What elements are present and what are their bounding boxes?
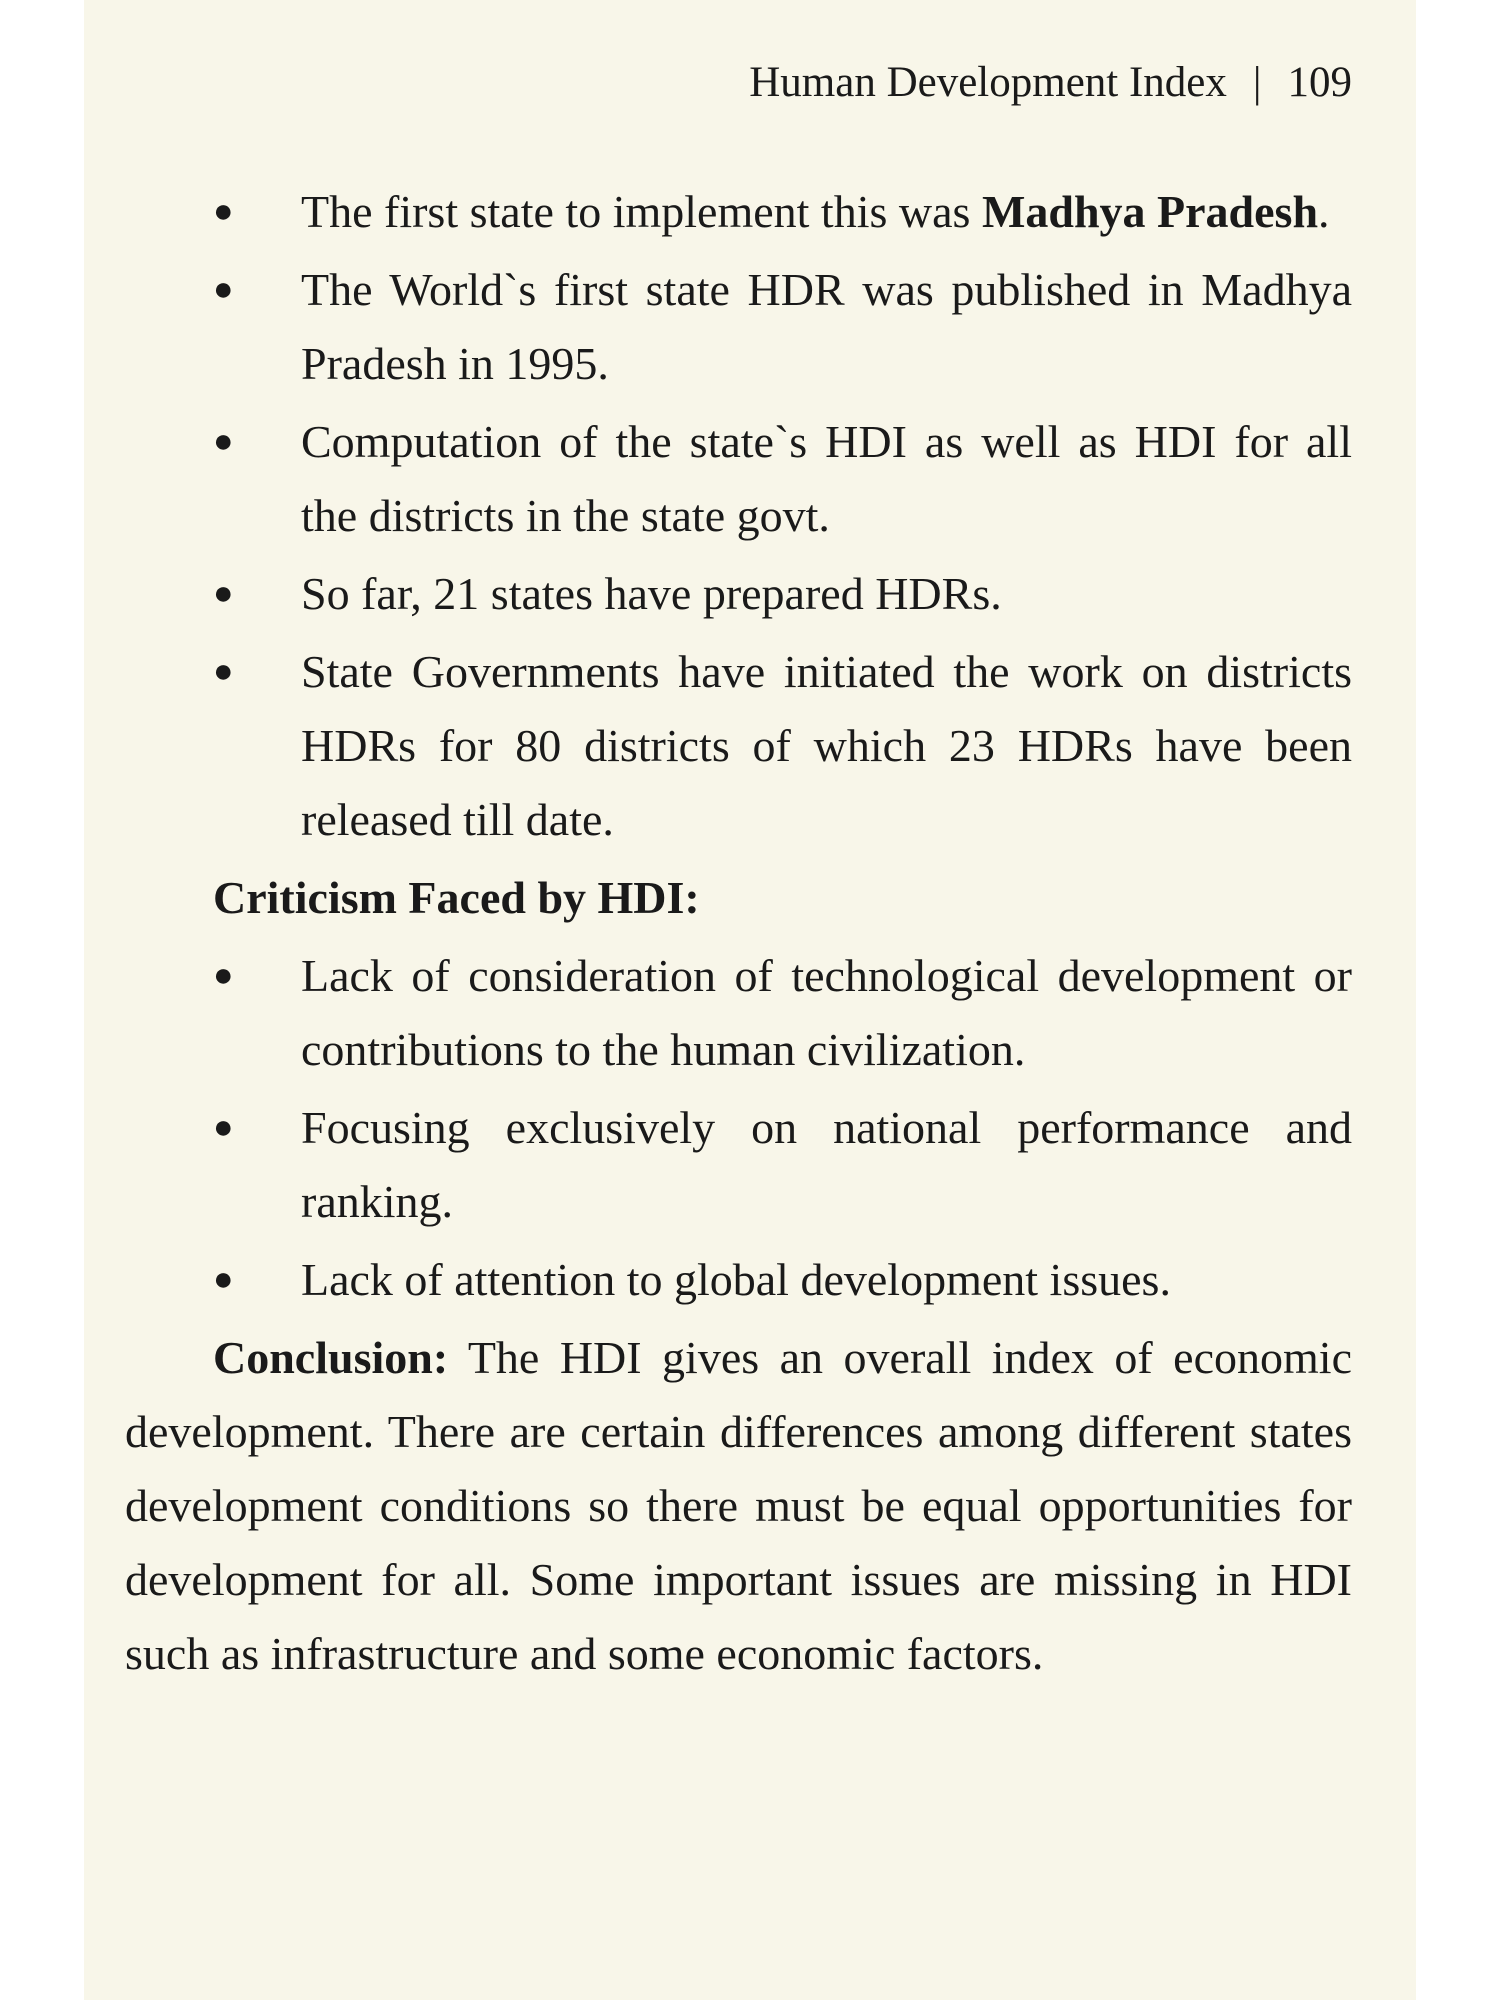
list-item: ● The first state to implement this was Madhya Pradesh. [125,175,1352,249]
page-body [125,175,1352,1691]
running-header-title: Human Development Index [749,59,1227,106]
page-number: 109 [1287,59,1352,106]
criticism-heading: Criticism Faced by HDI: [213,872,700,923]
conclusion-paragraph [125,1321,1352,1691]
conclusion-text: The HDI gives an overall index of economic development. There are certain differences among different states development conditions so there must be equal opportunities for development for all. Some important issues are missing in HDI such as infrastructure and some economic factors. [125,1332,1352,1679]
list-item: ● Lack of attention to global development issues. [125,1243,1352,1317]
list-item: ● Lack of consideration of technological development or contributions to the human civilization. [125,939,1352,1087]
conclusion-label: Conclusion: [213,1332,449,1383]
list-item: ● Focusing exclusively on national performance and ranking. [125,1091,1352,1239]
running-header [749,58,1352,107]
book-page [84,0,1416,2000]
list-item: ● State Governments have initiated the work on districts HDRs for 80 districts of which 23 HDRs have been released till date. [125,635,1352,857]
list-item: ● The World`s first state HDR was published in Madhya Pradesh in 1995. [125,253,1352,401]
list-item: ● So far, 21 states have prepared HDRs. [125,557,1352,631]
state-hdr-list [125,175,1352,857]
header-separator: | [1252,59,1262,106]
criticism-list [125,939,1352,1317]
list-item: ● Computation of the state`s HDI as well as HDI for all the districts in the state govt. [125,405,1352,553]
